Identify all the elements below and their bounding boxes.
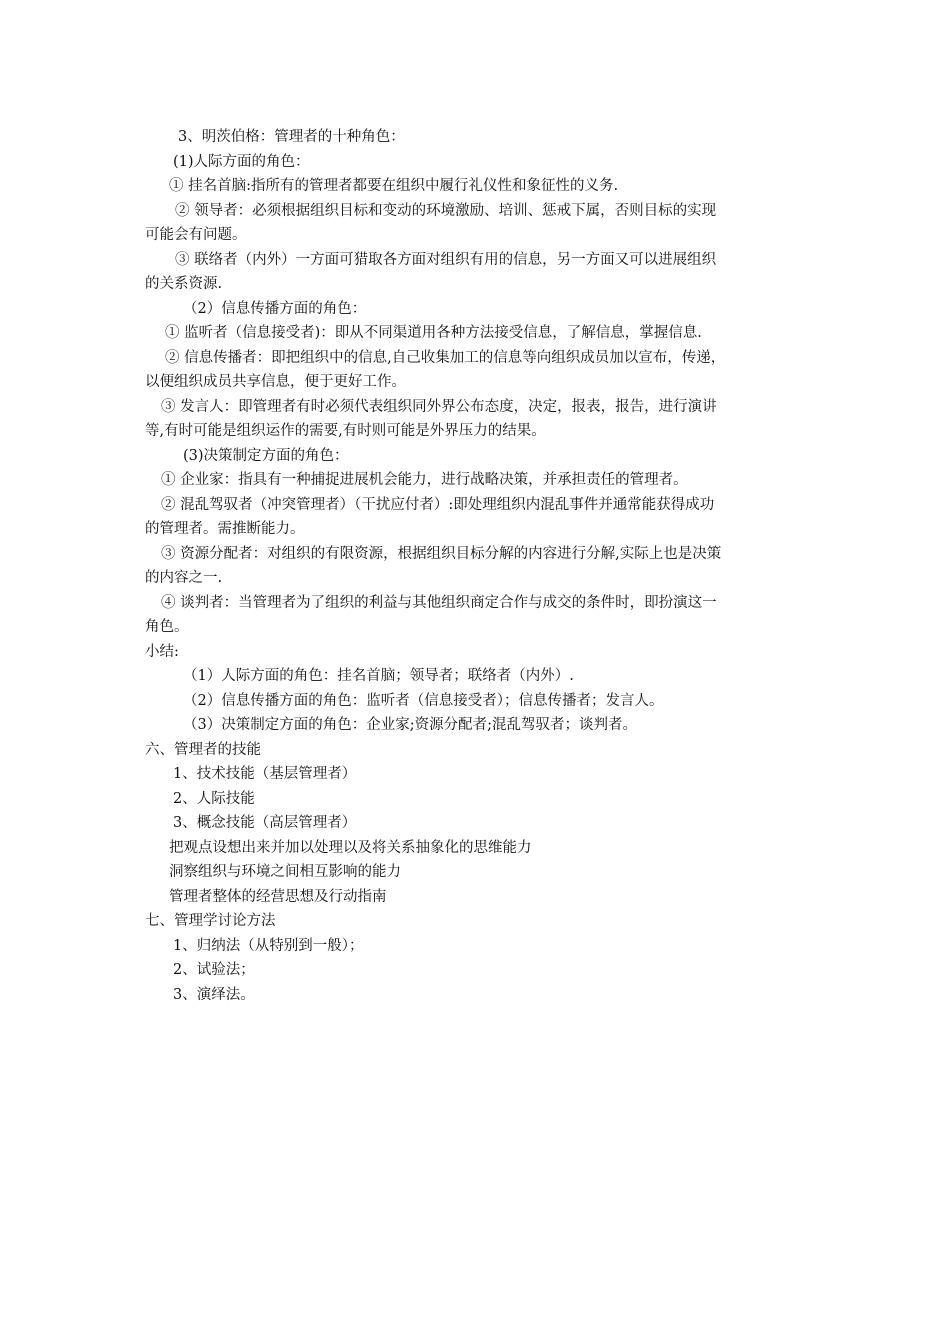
interpersonal-roles-title: (1)人际方面的角色：	[173, 153, 310, 170]
role-liaison-continued: 的关系资源.	[145, 276, 223, 292]
role-disseminator-continued: 以便组织成员共享信息，便于更好工作。	[145, 374, 406, 390]
role-negotiator: ④ 谈判者：当管理者为了组织的利益与其他组织商定合作与成交的条件时，即扮演这一	[161, 594, 717, 611]
information-roles-title: （2）信息传播方面的角色：	[183, 300, 367, 317]
role-resource-allocator: ③ 资源分配者：对组织的有限资源，根据组织目标分解的内容进行分解,实际上也是决策	[161, 545, 722, 562]
skill-technical: 1、技术技能（基层管理者）	[173, 766, 357, 782]
skill-human: 2、人际技能	[173, 790, 255, 807]
role-resource-allocator-continued: 的内容之一.	[145, 570, 223, 586]
role-disturbance-handler-continued: 的管理者。需推断能力。	[145, 521, 305, 537]
role-negotiator-continued: 角色。	[145, 619, 189, 635]
method-induction: 1、归纳法（从特别到一般）；	[173, 937, 364, 954]
role-monitor: ① 监听者（信息接受者)：即从不同渠道用各种方法接受信息，了解信息，掌握信息.	[165, 325, 702, 341]
conceptual-detail-3: 管理者整体的经营思想及行动指南	[169, 888, 387, 905]
role-figurehead: ① 挂名首脑:指所有的管理者都要在组织中履行礼仪性和象征性的义务.	[169, 178, 619, 194]
conceptual-detail-1: 把观点设想出来并加以处理以及将关系抽象化的思维能力	[169, 839, 532, 856]
role-entrepreneur: ① 企业家：指具有一种捕捉进展机会能力，进行战略决策，并承担责任的管理者。	[161, 472, 688, 488]
role-spokesperson: ③ 发言人：即管理者有时必须代表组织同外界公布态度，决定，报表，报告，进行演讲	[161, 398, 717, 415]
conceptual-detail-2: 洞察组织与环境之间相互影响的能力	[169, 864, 401, 880]
methods-heading: 七、管理学讨论方法	[145, 913, 276, 929]
summary-item-decision: （3）决策制定方面的角色：企业家;资源分配者;混乱驾驭者；谈判者。	[183, 717, 637, 733]
role-liaison: ③ 联络者（内外）一方面可猎取各方面对组织有用的信息，另一方面又可以进展组织	[175, 251, 717, 268]
decision-roles-title: (3)决策制定方面的角色：	[183, 447, 349, 464]
skills-heading: 六、管理者的技能	[145, 741, 261, 758]
summary-item-interpersonal: （1）人际方面的角色：挂名首脑；领导者；联络者（内外）.	[183, 668, 574, 684]
skill-conceptual: 3、概念技能（高层管理者）	[173, 815, 357, 831]
summary-item-information: （2）信息传播方面的角色：监听者（信息接受者）；信息传播者；发言人。	[183, 692, 664, 709]
summary-title: 小结:	[145, 643, 179, 660]
role-leader: ② 领导者：必须根据组织目标和变动的环境激励、培训、惩戒下属，否则目标的实现	[175, 202, 717, 219]
role-leader-continued: 可能会有问题。	[145, 227, 247, 243]
mintzberg-heading: 3、明茨伯格：管理者的十种角色：	[178, 129, 405, 145]
method-deduction: 3、演绎法。	[173, 986, 255, 1003]
document-body	[145, 125, 815, 1007]
role-disturbance-handler: ② 混乱驾驭者（冲突管理者）（干扰应付者）:即处理组织内混乱事件并通常能获得成功	[161, 496, 715, 513]
role-spokesperson-continued: 等,有时可能是组织运作的需要,有时则可能是外界压力的结果。	[145, 423, 546, 439]
method-experiment: 2、试验法；	[173, 962, 255, 978]
role-disseminator: ② 信息传播者：即把组织中的信息,自己收集加工的信息等向组织成员加以宣布，传递，	[165, 349, 726, 366]
